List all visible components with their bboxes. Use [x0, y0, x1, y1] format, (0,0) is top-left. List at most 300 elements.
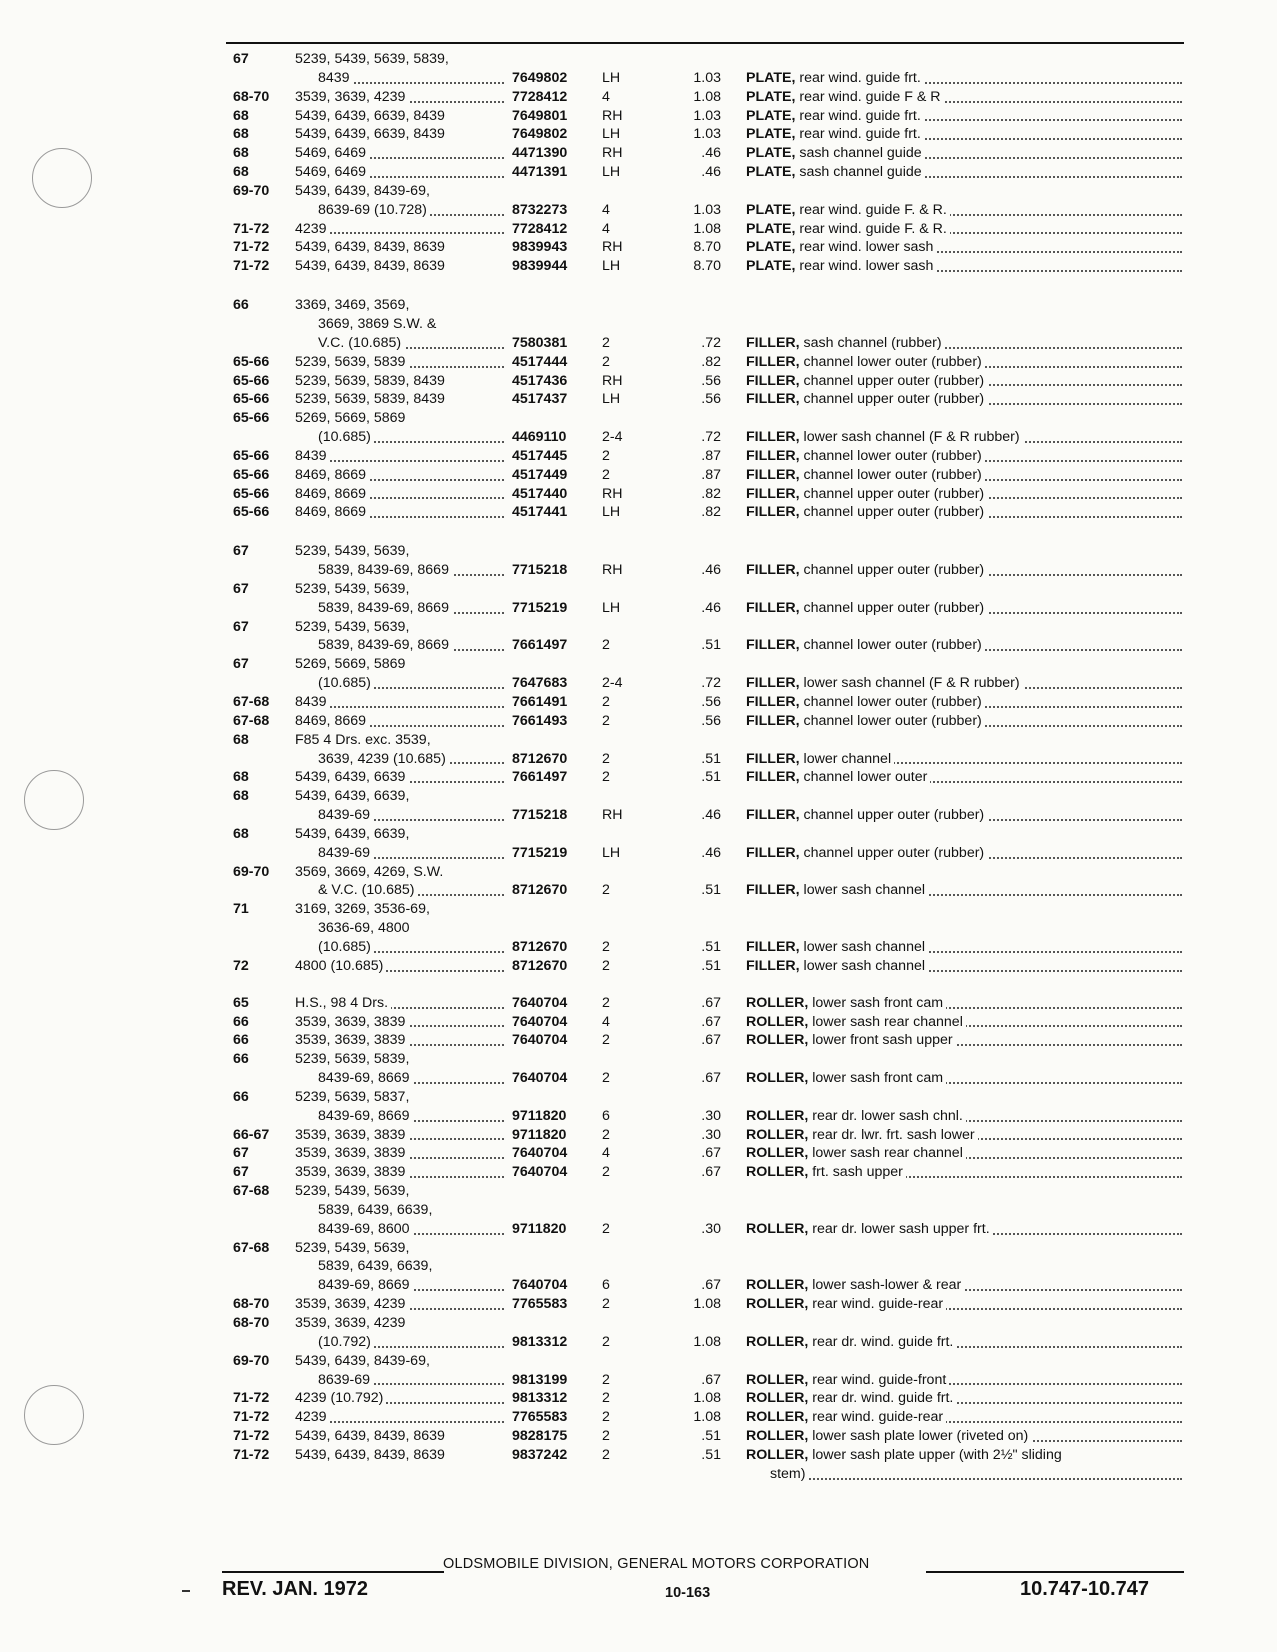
- model-numbers: [295, 1182, 510, 1201]
- table-row: [0, 1163, 1277, 1182]
- model-numbers: [318, 674, 506, 693]
- table-row: [0, 1276, 1277, 1295]
- model-numbers-text: 5439, 6439, 8439, 8639: [295, 239, 448, 255]
- part-description: [746, 390, 1182, 409]
- model-numbers-text: 8639-69 (10.728): [318, 202, 430, 218]
- part-name: PLATE,: [746, 107, 796, 124]
- table-row: [0, 881, 1277, 900]
- part-name: ROLLER,: [746, 1409, 809, 1426]
- model-numbers: [318, 1220, 506, 1239]
- part-description: [746, 1088, 1182, 1107]
- part-description: [746, 1427, 1182, 1446]
- model-numbers-text: 5239, 5439, 5639, 5839,: [295, 51, 452, 67]
- model-numbers-text: 8439-69, 8669: [318, 1070, 413, 1086]
- part-detail: rear wind. lower sash: [799, 239, 934, 256]
- model-numbers: [295, 768, 506, 787]
- table-row: [0, 674, 1277, 693]
- part-name: FILLER,: [746, 844, 800, 861]
- quantity: LH: [602, 258, 621, 275]
- quantity: RH: [602, 145, 623, 162]
- part-number: 7640704: [512, 1070, 568, 1087]
- model-numbers-text: 8639-69: [318, 1372, 373, 1388]
- model-numbers-text: 5439, 6439, 8439, 8639: [295, 1428, 448, 1444]
- model-year: 65-66: [233, 353, 270, 370]
- part-detail: channel lower outer: [803, 769, 928, 786]
- description-text: [746, 656, 749, 672]
- part-description: [746, 655, 1182, 674]
- description-text: [746, 1127, 978, 1143]
- model-numbers: [295, 618, 510, 637]
- description-text: [746, 108, 924, 124]
- model-year: 69-70: [233, 863, 270, 880]
- part-detail: rear dr. wind. guide frt.: [812, 1333, 954, 1350]
- description-text: [746, 1258, 749, 1274]
- part-description: [746, 1163, 1182, 1182]
- part-detail: lower sash front cam: [812, 1070, 944, 1087]
- model-year: 71-72: [233, 239, 270, 256]
- model-numbers-text: F85 4 Drs. exc. 3539,: [295, 732, 434, 748]
- quantity: 2: [602, 1164, 610, 1181]
- part-name: FILLER,: [746, 599, 800, 616]
- table-row: [0, 296, 1277, 315]
- part-number: 4517441: [512, 504, 568, 521]
- description-text: [746, 939, 928, 955]
- quantity: 2: [602, 1032, 610, 1049]
- model-numbers-text: 3539, 3639, 3839: [295, 1127, 408, 1143]
- part-description: [746, 334, 1182, 353]
- model-numbers-text: 8439-69, 8600: [318, 1221, 413, 1237]
- table-row: [0, 163, 1277, 182]
- model-numbers: [318, 750, 506, 769]
- description-text: [746, 1315, 749, 1331]
- quantity: 2: [602, 1428, 610, 1445]
- part-description: [746, 201, 1182, 220]
- part-name: PLATE,: [746, 126, 796, 143]
- part-description: [746, 1220, 1182, 1239]
- model-numbers: [295, 1031, 506, 1050]
- part-description: [746, 542, 1182, 561]
- quantity: 2: [602, 466, 610, 483]
- quantity: 2: [602, 750, 610, 767]
- table-row: [0, 409, 1277, 428]
- description-text: [746, 958, 928, 974]
- part-number: 4469110: [512, 429, 567, 446]
- description-text: [746, 504, 987, 520]
- description-text: [746, 1390, 956, 1406]
- table-row: [0, 1220, 1277, 1239]
- part-description: [746, 712, 1182, 731]
- model-numbers-text: 5239, 5439, 5639,: [295, 1183, 412, 1199]
- model-numbers: [318, 1371, 506, 1390]
- description-text: [746, 202, 950, 218]
- model-year: 66-67: [233, 1126, 270, 1143]
- description-text: [746, 486, 987, 502]
- description-text: [746, 637, 985, 653]
- list-price: 8.70: [693, 258, 721, 275]
- part-description: [746, 296, 1182, 315]
- model-numbers-text: 5439, 6439, 6639,: [295, 826, 412, 842]
- model-numbers-text: 8439-69, 8669: [318, 1108, 413, 1124]
- part-number: 8712670: [512, 938, 568, 955]
- list-price: .30: [701, 1107, 721, 1124]
- table-row: [0, 1427, 1277, 1446]
- model-numbers-text: 5439, 6439, 8439, 8639: [295, 1447, 448, 1463]
- part-detail: channel upper outer (rubber): [803, 807, 985, 824]
- table-row: [0, 315, 1277, 334]
- part-number: 7661493: [512, 712, 568, 729]
- part-name: FILLER,: [746, 334, 800, 351]
- model-numbers: [295, 257, 510, 276]
- part-number: 4517444: [512, 353, 568, 370]
- description-text: [746, 562, 987, 578]
- model-numbers-text: (10.792): [318, 1334, 374, 1350]
- part-number: 7640704: [512, 994, 568, 1011]
- quantity: 4: [602, 1013, 610, 1030]
- part-description: [746, 1201, 1182, 1220]
- part-detail: channel lower outer (rubber): [803, 353, 982, 370]
- part-name: ROLLER,: [746, 1126, 809, 1143]
- model-year: 65-66: [233, 391, 270, 408]
- table-row: [0, 1239, 1277, 1258]
- part-number: 4517440: [512, 485, 568, 502]
- list-price: .51: [701, 769, 721, 786]
- model-numbers-text: 8439-69: [318, 807, 373, 823]
- table-row: [0, 787, 1277, 806]
- part-description: [746, 1107, 1182, 1126]
- description-text: [746, 258, 936, 274]
- part-detail: rear dr. lwr. frt. sash lower: [812, 1126, 975, 1143]
- model-numbers: [318, 636, 506, 655]
- model-year: 67: [233, 1145, 249, 1162]
- part-name: PLATE,: [746, 88, 796, 105]
- list-price: .67: [701, 994, 721, 1011]
- description-text: [746, 732, 749, 748]
- part-number: 7661497: [512, 769, 568, 786]
- model-numbers: [318, 938, 506, 957]
- part-number: 7640704: [512, 1145, 568, 1162]
- description-text: [746, 995, 946, 1011]
- model-numbers: [318, 334, 506, 353]
- part-detail: lower channel: [803, 750, 892, 767]
- model-numbers-text: 5839, 8439-69, 8669: [318, 637, 452, 653]
- list-price: .67: [701, 1013, 721, 1030]
- description-text: [746, 751, 894, 767]
- description-text: [746, 1221, 993, 1237]
- part-description: [746, 238, 1182, 257]
- model-numbers: [318, 806, 506, 825]
- model-numbers: [318, 1201, 533, 1220]
- part-name: FILLER,: [746, 637, 800, 654]
- part-description: [746, 636, 1182, 655]
- model-year: 67: [233, 543, 249, 560]
- model-numbers-text: 8439-69: [318, 845, 373, 861]
- model-numbers-text: H.S., 98 4 Drs.: [295, 995, 391, 1011]
- model-numbers: [295, 863, 510, 882]
- description-text: [746, 316, 749, 332]
- table-row: [0, 503, 1277, 522]
- list-price: .56: [701, 712, 721, 729]
- table-row: [0, 182, 1277, 201]
- quantity: LH: [602, 126, 621, 143]
- part-number: 7649801: [512, 107, 568, 124]
- part-description: [746, 787, 1182, 806]
- description-text: [746, 788, 749, 804]
- description-text: [746, 429, 1023, 445]
- model-year: 71-72: [233, 220, 270, 237]
- part-description: [746, 938, 1182, 957]
- model-numbers: [295, 1013, 506, 1032]
- description-text: [746, 920, 749, 936]
- part-number: 7649802: [512, 126, 568, 143]
- table-row: [0, 618, 1277, 637]
- model-numbers: [318, 315, 533, 334]
- description-text: [746, 1296, 946, 1312]
- list-price: 8.70: [693, 239, 721, 256]
- part-detail: channel lower outer (rubber): [803, 694, 982, 710]
- model-year: 69-70: [233, 1352, 270, 1369]
- part-detail: rear wind. guide F. & R.: [799, 220, 947, 237]
- part-description: [746, 1389, 1182, 1408]
- model-year: 67: [233, 618, 249, 635]
- table-row: [0, 1389, 1277, 1408]
- quantity: RH: [602, 807, 623, 824]
- model-numbers-text: 5239, 5639, 5837,: [295, 1089, 412, 1105]
- model-numbers: [318, 1276, 506, 1295]
- row-spacer: [0, 522, 1277, 542]
- part-description: [770, 1465, 1182, 1484]
- part-description: [746, 1333, 1182, 1352]
- part-description: [746, 466, 1182, 485]
- description-text: [746, 448, 985, 464]
- part-number: 7640704: [512, 1277, 568, 1294]
- part-detail: rear wind. guide frt.: [799, 107, 921, 124]
- table-row: [0, 447, 1277, 466]
- model-numbers: [295, 163, 506, 182]
- model-numbers-text: 3169, 3269, 3536-69,: [295, 901, 433, 917]
- part-description: [746, 1408, 1182, 1427]
- description-text: [746, 410, 749, 426]
- model-numbers-text: V.C. (10.685): [318, 335, 404, 351]
- part-name: ROLLER,: [746, 1013, 809, 1030]
- model-numbers-text: 5439, 6439, 6639, 8439: [295, 126, 448, 142]
- part-detail: lower sash channel (F & R rubber): [803, 675, 1020, 692]
- list-price: .46: [701, 844, 721, 861]
- model-year: 65-66: [233, 372, 270, 389]
- part-number: 4471390: [512, 145, 568, 162]
- quantity: 2: [602, 1333, 610, 1350]
- model-numbers-text: 8439: [295, 694, 330, 710]
- list-price: .72: [701, 429, 721, 446]
- quantity: 2: [602, 1409, 610, 1426]
- model-numbers-text: 5839, 6439, 6639,: [318, 1202, 435, 1218]
- part-description: [746, 900, 1182, 919]
- table-row: [0, 257, 1277, 276]
- part-detail: channel upper outer (rubber): [803, 372, 985, 389]
- model-numbers-text: 5469, 6469: [295, 145, 369, 161]
- model-year: 65-66: [233, 447, 270, 464]
- table-row: [0, 806, 1277, 825]
- part-name: FILLER,: [746, 750, 800, 767]
- model-year: 68: [233, 145, 249, 162]
- table-row: [0, 957, 1277, 976]
- part-description: [746, 580, 1182, 599]
- table-row: [0, 1446, 1277, 1465]
- list-price: .87: [701, 466, 721, 483]
- table-row: [0, 144, 1277, 163]
- table-row: [0, 1465, 1277, 1484]
- model-numbers-text: 5469, 6469: [295, 164, 369, 180]
- part-number: 4517445: [512, 447, 568, 464]
- quantity: 2: [602, 938, 610, 955]
- description-text: [746, 600, 987, 616]
- part-description: [746, 919, 1182, 938]
- table-row: [0, 466, 1277, 485]
- table-row: [0, 636, 1277, 655]
- part-name: FILLER,: [746, 694, 800, 710]
- model-numbers-text: 5839, 8439-69, 8669: [318, 562, 452, 578]
- model-numbers-text: 5239, 5439, 5639,: [295, 543, 412, 559]
- description-text: [746, 1032, 956, 1048]
- footer-division: OLDSMOBILE DIVISION, GENERAL MOTORS CORPORATION: [443, 1556, 870, 1572]
- model-numbers-text: 5239, 5439, 5639,: [295, 581, 412, 597]
- list-price: .46: [701, 164, 721, 181]
- part-number: 8712670: [512, 750, 568, 767]
- footer-rule-left: [222, 1571, 444, 1573]
- model-numbers: [318, 1257, 533, 1276]
- part-description: [746, 994, 1182, 1013]
- list-price: 1.03: [693, 201, 721, 218]
- model-numbers-text: 4800 (10.685): [295, 958, 386, 974]
- part-detail: lower front sash upper: [812, 1032, 953, 1049]
- model-numbers: [295, 1295, 506, 1314]
- model-numbers: [318, 919, 533, 938]
- part-description: [746, 220, 1182, 239]
- part-description: [746, 768, 1182, 787]
- model-numbers: [295, 390, 510, 409]
- part-number: 4517449: [512, 466, 568, 483]
- part-number: 4517437: [512, 391, 568, 408]
- header-rule: [226, 42, 1184, 44]
- model-year: 68-70: [233, 1315, 270, 1331]
- model-numbers: [295, 125, 510, 144]
- quantity: LH: [602, 164, 621, 181]
- part-name: FILLER,: [746, 675, 800, 692]
- part-detail: frt. sash upper: [812, 1164, 903, 1181]
- model-year: 66: [233, 1088, 249, 1105]
- model-numbers-text: 5439, 6439, 6639: [295, 769, 408, 785]
- quantity: 6: [602, 1277, 610, 1294]
- table-row: [0, 334, 1277, 353]
- model-numbers: [318, 69, 506, 88]
- list-price: .46: [701, 562, 721, 579]
- description-text: [746, 826, 749, 842]
- model-numbers: [295, 1446, 510, 1465]
- part-name: ROLLER,: [746, 1446, 809, 1463]
- model-numbers-text: 5239, 5639, 5839, 8439: [295, 373, 448, 389]
- table-row: [0, 712, 1277, 731]
- part-number: 9711820: [512, 1220, 567, 1237]
- model-numbers-text: 5439, 6439, 6639,: [295, 788, 412, 804]
- model-numbers: [295, 238, 510, 257]
- quantity: LH: [602, 504, 621, 521]
- model-numbers-text: (10.685): [318, 939, 374, 955]
- table-row: [0, 220, 1277, 239]
- table-row: [0, 825, 1277, 844]
- list-price: .51: [701, 637, 721, 654]
- part-name: PLATE,: [746, 220, 796, 237]
- quantity: LH: [602, 391, 621, 408]
- description-text: [746, 901, 749, 917]
- part-description: [746, 1050, 1182, 1069]
- list-price: .51: [701, 882, 721, 899]
- part-description: [746, 844, 1182, 863]
- part-name: PLATE,: [746, 239, 796, 256]
- part-number: 7661497: [512, 637, 568, 654]
- model-year: 67: [233, 580, 249, 597]
- description-text: [746, 1108, 966, 1124]
- part-name: FILLER,: [746, 504, 800, 521]
- model-year: 71-72: [233, 1390, 270, 1407]
- part-detail: rear dr. lower sash chnl.: [812, 1107, 963, 1124]
- table-row: [0, 863, 1277, 882]
- model-numbers-text: 3669, 3869 S.W. &: [318, 316, 439, 332]
- table-row: [0, 1107, 1277, 1126]
- part-name: ROLLER,: [746, 1164, 809, 1181]
- parts-table: [0, 50, 1277, 1484]
- description-text: [746, 1334, 956, 1350]
- quantity: 2: [602, 1220, 610, 1237]
- quantity: 2-4: [602, 675, 623, 692]
- part-number: 4517436: [512, 372, 568, 389]
- table-row: [0, 1408, 1277, 1427]
- part-name: ROLLER,: [746, 1032, 809, 1049]
- table-row: [0, 1144, 1277, 1163]
- part-number: 9837242: [512, 1446, 568, 1463]
- table-row: [0, 1201, 1277, 1220]
- description-text: [746, 694, 985, 710]
- model-year: 71-72: [233, 1409, 270, 1426]
- part-number: 9813199: [512, 1371, 568, 1388]
- description-text: [746, 1447, 1065, 1463]
- model-numbers-text: 4239: [295, 221, 330, 237]
- part-name: FILLER,: [746, 485, 800, 502]
- part-number: 9711820: [512, 1107, 567, 1124]
- part-name: FILLER,: [746, 353, 800, 370]
- part-description: [746, 806, 1182, 825]
- part-description: [746, 1352, 1182, 1371]
- part-name: ROLLER,: [746, 1220, 809, 1237]
- list-price: .82: [701, 353, 721, 370]
- quantity: 2: [602, 353, 610, 370]
- model-year: 71: [233, 901, 249, 918]
- table-row: [0, 900, 1277, 919]
- table-row: [0, 107, 1277, 126]
- description-text: [746, 373, 987, 389]
- part-name: PLATE,: [746, 145, 796, 162]
- model-numbers: [295, 712, 506, 731]
- list-price: .56: [701, 391, 721, 408]
- part-name: ROLLER,: [746, 1390, 809, 1407]
- table-row: [0, 390, 1277, 409]
- model-numbers-text: 5239, 5639, 5839: [295, 354, 408, 370]
- model-numbers: [295, 693, 506, 712]
- model-numbers-text: 8469, 8669: [295, 504, 369, 520]
- part-detail: lower sash rear channel: [812, 1145, 963, 1162]
- part-detail: channel lower outer (rubber): [803, 712, 982, 729]
- model-numbers-text: 5839, 6439, 6639,: [318, 1258, 435, 1274]
- description-text: [746, 713, 985, 729]
- quantity: 2-4: [602, 429, 623, 446]
